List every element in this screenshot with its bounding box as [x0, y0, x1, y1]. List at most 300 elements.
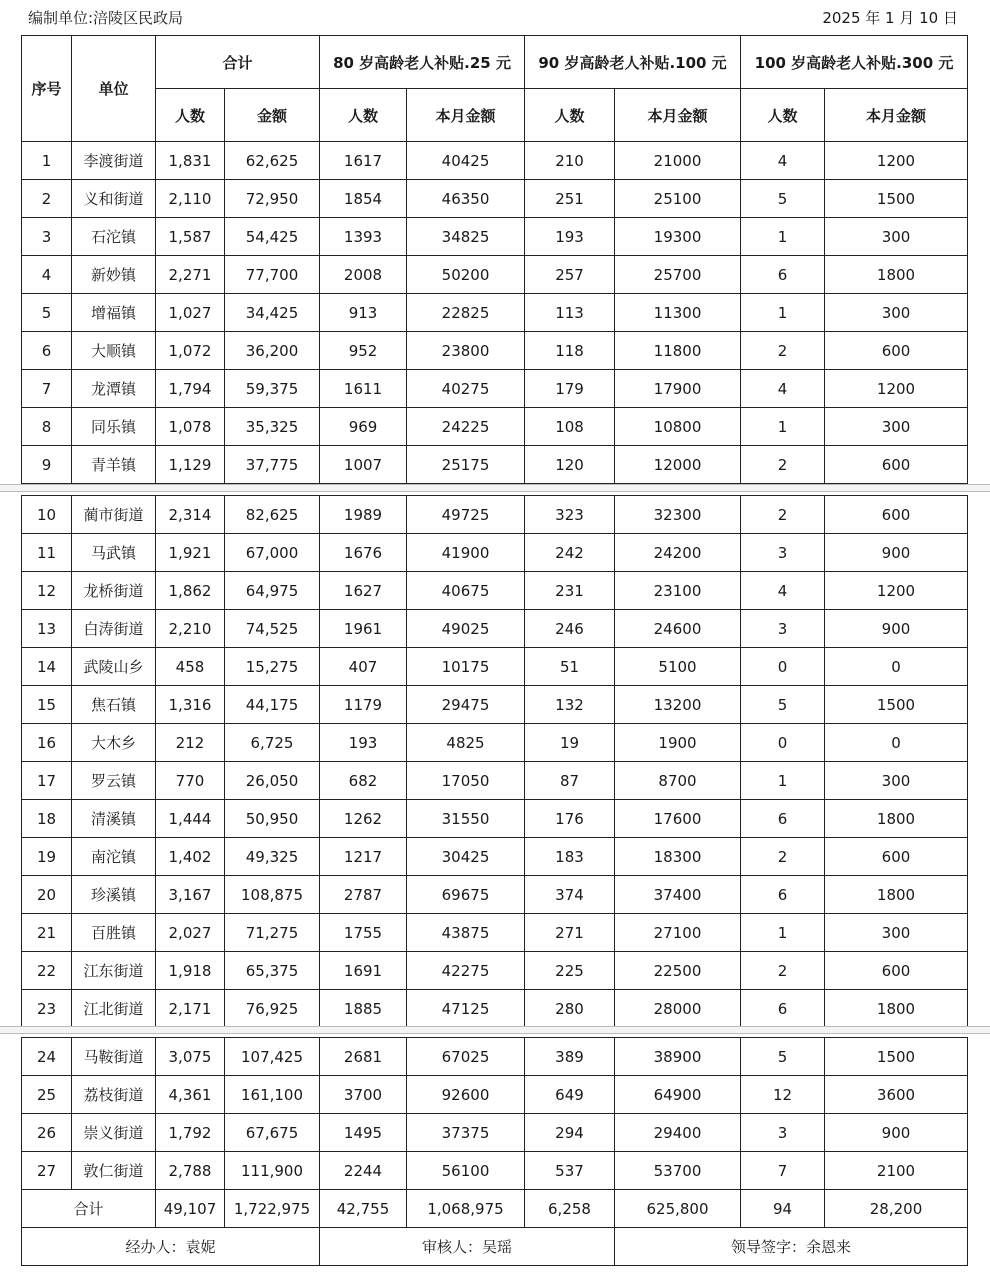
row-value-cell: 76,925 [225, 990, 320, 1028]
row-value-cell: 1676 [320, 534, 407, 572]
row-value-cell: 1007 [320, 446, 407, 484]
table-row [22, 142, 968, 180]
row-value-cell: 2,314 [156, 496, 225, 534]
row-value-cell: 62,625 [225, 142, 320, 180]
table-row [22, 218, 968, 256]
row-value-cell: 21000 [615, 142, 741, 180]
row-value-cell: 1611 [320, 370, 407, 408]
row-value-cell: 1,862 [156, 572, 225, 610]
row-value-cell: 1393 [320, 218, 407, 256]
table-page-1 [21, 35, 967, 484]
row-value-cell: 49725 [407, 496, 525, 534]
row-value-cell: 50200 [407, 256, 525, 294]
row-value-cell: 120 [525, 446, 615, 484]
row-value-cell: 12000 [615, 446, 741, 484]
row-unit-cell: 龙桥街道 [72, 572, 156, 610]
row-seq-cell: 17 [22, 762, 72, 800]
row-seq-cell: 24 [22, 1038, 72, 1076]
row-value-cell: 0 [825, 648, 968, 686]
row-value-cell: 770 [156, 762, 225, 800]
row-value-cell: 10800 [615, 408, 741, 446]
row-value-cell: 5100 [615, 648, 741, 686]
row-value-cell: 600 [825, 496, 968, 534]
row-value-cell: 5 [741, 686, 825, 724]
row-value-cell: 300 [825, 408, 968, 446]
row-unit-cell: 大木乡 [72, 724, 156, 762]
row-value-cell: 2 [741, 332, 825, 370]
row-value-cell: 1200 [825, 572, 968, 610]
table-row [22, 914, 968, 952]
row-value-cell: 1262 [320, 800, 407, 838]
row-seq-cell: 18 [22, 800, 72, 838]
row-value-cell: 2008 [320, 256, 407, 294]
total-cell: 49,107 [156, 1190, 225, 1228]
total-cell: 625,800 [615, 1190, 741, 1228]
col-header-80: 80 岁高龄老人补贴.25 元 [320, 36, 525, 89]
row-value-cell: 3 [741, 610, 825, 648]
row-value-cell: 113 [525, 294, 615, 332]
row-value-cell: 67,675 [225, 1114, 320, 1152]
row-value-cell: 42275 [407, 952, 525, 990]
row-value-cell: 1800 [825, 876, 968, 914]
table-row [22, 572, 968, 610]
row-value-cell: 29475 [407, 686, 525, 724]
row-value-cell: 176 [525, 800, 615, 838]
row-value-cell: 969 [320, 408, 407, 446]
row-value-cell: 1627 [320, 572, 407, 610]
row-seq-cell: 12 [22, 572, 72, 610]
row-value-cell: 25700 [615, 256, 741, 294]
row-value-cell: 682 [320, 762, 407, 800]
row-value-cell: 22825 [407, 294, 525, 332]
row-value-cell: 108,875 [225, 876, 320, 914]
row-value-cell: 1900 [615, 724, 741, 762]
row-value-cell: 600 [825, 332, 968, 370]
row-value-cell: 6 [741, 990, 825, 1028]
row-value-cell: 10175 [407, 648, 525, 686]
row-value-cell: 246 [525, 610, 615, 648]
row-value-cell: 374 [525, 876, 615, 914]
row-value-cell: 37400 [615, 876, 741, 914]
row-unit-cell: 马武镇 [72, 534, 156, 572]
table-row [22, 1038, 968, 1076]
row-value-cell: 300 [825, 762, 968, 800]
row-value-cell: 1,918 [156, 952, 225, 990]
report-date: 2025 年 1 月 10 日 [822, 9, 958, 27]
row-value-cell: 31550 [407, 800, 525, 838]
row-seq-cell: 27 [22, 1152, 72, 1190]
total-cell: 1,068,975 [407, 1190, 525, 1228]
row-value-cell: 77,700 [225, 256, 320, 294]
row-value-cell: 87 [525, 762, 615, 800]
row-unit-cell: 南沱镇 [72, 838, 156, 876]
row-value-cell: 407 [320, 648, 407, 686]
rows-part-2 [22, 496, 968, 1028]
row-value-cell: 161,100 [225, 1076, 320, 1114]
row-value-cell: 11800 [615, 332, 741, 370]
row-value-cell: 2100 [825, 1152, 968, 1190]
row-value-cell: 2,110 [156, 180, 225, 218]
row-value-cell: 17600 [615, 800, 741, 838]
row-value-cell: 27100 [615, 914, 741, 952]
row-value-cell: 24600 [615, 610, 741, 648]
total-cell: 42,755 [320, 1190, 407, 1228]
row-seq-cell: 11 [22, 534, 72, 572]
row-value-cell: 2,210 [156, 610, 225, 648]
row-value-cell: 43875 [407, 914, 525, 952]
row-value-cell: 1,587 [156, 218, 225, 256]
row-value-cell: 1,794 [156, 370, 225, 408]
row-value-cell: 18300 [615, 838, 741, 876]
row-seq-cell: 14 [22, 648, 72, 686]
table-row [22, 534, 968, 572]
row-value-cell: 67025 [407, 1038, 525, 1076]
table-row [22, 686, 968, 724]
row-value-cell: 19300 [615, 218, 741, 256]
row-unit-cell: 蔺市街道 [72, 496, 156, 534]
row-value-cell: 212 [156, 724, 225, 762]
row-seq-cell: 16 [22, 724, 72, 762]
row-unit-cell: 石沱镇 [72, 218, 156, 256]
col-header-90: 90 岁高龄老人补贴.100 元 [525, 36, 741, 89]
row-value-cell: 1617 [320, 142, 407, 180]
row-unit-cell: 百胜镇 [72, 914, 156, 952]
row-value-cell: 46350 [407, 180, 525, 218]
col-header-seq: 序号 [22, 36, 72, 142]
row-value-cell: 1755 [320, 914, 407, 952]
row-value-cell: 132 [525, 686, 615, 724]
table-row [22, 610, 968, 648]
row-value-cell: 108 [525, 408, 615, 446]
subsidy-table-part-3 [21, 1037, 968, 1266]
row-value-cell: 251 [525, 180, 615, 218]
row-value-cell: 67,000 [225, 534, 320, 572]
row-value-cell: 32300 [615, 496, 741, 534]
row-value-cell: 3700 [320, 1076, 407, 1114]
row-value-cell: 4 [741, 572, 825, 610]
row-value-cell: 300 [825, 218, 968, 256]
row-unit-cell: 青羊镇 [72, 446, 156, 484]
row-unit-cell: 清溪镇 [72, 800, 156, 838]
page-break-separator [0, 484, 990, 492]
row-seq-cell: 4 [22, 256, 72, 294]
row-value-cell: 242 [525, 534, 615, 572]
table-row [22, 990, 968, 1028]
total-cell: 28,200 [825, 1190, 968, 1228]
row-value-cell: 56100 [407, 1152, 525, 1190]
row-value-cell: 51 [525, 648, 615, 686]
col-header-unit: 单位 [72, 36, 156, 142]
row-seq-cell: 13 [22, 610, 72, 648]
row-value-cell: 1217 [320, 838, 407, 876]
row-value-cell: 323 [525, 496, 615, 534]
row-value-cell: 71,275 [225, 914, 320, 952]
row-value-cell: 2,271 [156, 256, 225, 294]
table-row [22, 876, 968, 914]
row-value-cell: 1,129 [156, 446, 225, 484]
table-row [22, 1076, 968, 1114]
row-seq-cell: 2 [22, 180, 72, 218]
row-value-cell: 0 [741, 648, 825, 686]
row-value-cell: 294 [525, 1114, 615, 1152]
col-header-month-amount: 本月金额 [615, 89, 741, 142]
row-value-cell: 600 [825, 446, 968, 484]
row-value-cell: 1 [741, 408, 825, 446]
row-value-cell: 26,050 [225, 762, 320, 800]
total-cell: 6,258 [525, 1190, 615, 1228]
table-row [22, 724, 968, 762]
row-value-cell: 1 [741, 294, 825, 332]
row-seq-cell: 15 [22, 686, 72, 724]
handler-signature: 经办人：袁妮 [22, 1228, 320, 1266]
row-value-cell: 64900 [615, 1076, 741, 1114]
row-value-cell: 40675 [407, 572, 525, 610]
row-value-cell: 913 [320, 294, 407, 332]
row-unit-cell: 大顺镇 [72, 332, 156, 370]
table-row [22, 800, 968, 838]
row-value-cell: 23100 [615, 572, 741, 610]
row-value-cell: 4 [741, 370, 825, 408]
row-unit-cell: 焦石镇 [72, 686, 156, 724]
subsidy-table-part-2 [21, 495, 968, 1028]
rows-part-1 [22, 142, 968, 484]
row-value-cell: 193 [320, 724, 407, 762]
row-value-cell: 952 [320, 332, 407, 370]
row-value-cell: 1800 [825, 256, 968, 294]
col-header-amount: 金额 [225, 89, 320, 142]
row-seq-cell: 19 [22, 838, 72, 876]
row-value-cell: 92600 [407, 1076, 525, 1114]
row-value-cell: 900 [825, 1114, 968, 1152]
row-unit-cell: 敦仁街道 [72, 1152, 156, 1190]
row-value-cell: 1 [741, 762, 825, 800]
row-value-cell: 50,950 [225, 800, 320, 838]
row-seq-cell: 10 [22, 496, 72, 534]
row-value-cell: 5 [741, 1038, 825, 1076]
row-value-cell: 179 [525, 370, 615, 408]
row-value-cell: 38900 [615, 1038, 741, 1076]
leader-signature: 领导签字：余恩来 [615, 1228, 968, 1266]
row-value-cell: 1500 [825, 180, 968, 218]
row-value-cell: 1,402 [156, 838, 225, 876]
row-value-cell: 13200 [615, 686, 741, 724]
row-value-cell: 1800 [825, 990, 968, 1028]
row-value-cell: 8700 [615, 762, 741, 800]
signature-row [22, 1228, 968, 1266]
row-value-cell: 458 [156, 648, 225, 686]
row-seq-cell: 5 [22, 294, 72, 332]
row-value-cell: 44,175 [225, 686, 320, 724]
row-value-cell: 1,078 [156, 408, 225, 446]
row-value-cell: 900 [825, 610, 968, 648]
row-seq-cell: 8 [22, 408, 72, 446]
col-header-count: 人数 [320, 89, 407, 142]
row-value-cell: 4 [741, 142, 825, 180]
row-value-cell: 49,325 [225, 838, 320, 876]
row-value-cell: 30425 [407, 838, 525, 876]
row-unit-cell: 李渡街道 [72, 142, 156, 180]
table-row [22, 180, 968, 218]
row-value-cell: 22500 [615, 952, 741, 990]
row-value-cell: 210 [525, 142, 615, 180]
row-value-cell: 1,072 [156, 332, 225, 370]
total-cell: 1,722,975 [225, 1190, 320, 1228]
row-value-cell: 37,775 [225, 446, 320, 484]
row-value-cell: 1,792 [156, 1114, 225, 1152]
row-value-cell: 37375 [407, 1114, 525, 1152]
row-value-cell: 69675 [407, 876, 525, 914]
row-unit-cell: 江北街道 [72, 990, 156, 1028]
table-row [22, 294, 968, 332]
table-page-2 [21, 495, 967, 1028]
row-value-cell: 107,425 [225, 1038, 320, 1076]
row-value-cell: 537 [525, 1152, 615, 1190]
row-value-cell: 300 [825, 914, 968, 952]
row-value-cell: 1691 [320, 952, 407, 990]
row-value-cell: 1500 [825, 1038, 968, 1076]
row-value-cell: 29400 [615, 1114, 741, 1152]
table-row [22, 762, 968, 800]
row-value-cell: 24225 [407, 408, 525, 446]
row-value-cell: 2787 [320, 876, 407, 914]
row-value-cell: 5 [741, 180, 825, 218]
row-unit-cell: 龙潭镇 [72, 370, 156, 408]
row-value-cell: 36,200 [225, 332, 320, 370]
row-value-cell: 1495 [320, 1114, 407, 1152]
row-value-cell: 1,316 [156, 686, 225, 724]
total-cell: 94 [741, 1190, 825, 1228]
row-value-cell: 1,027 [156, 294, 225, 332]
table-row [22, 256, 968, 294]
row-value-cell: 54,425 [225, 218, 320, 256]
total-row [22, 1190, 968, 1228]
row-seq-cell: 25 [22, 1076, 72, 1114]
col-header-count: 人数 [741, 89, 825, 142]
row-value-cell: 53700 [615, 1152, 741, 1190]
row-value-cell: 49025 [407, 610, 525, 648]
row-unit-cell: 武陵山乡 [72, 648, 156, 686]
row-seq-cell: 20 [22, 876, 72, 914]
row-value-cell: 1800 [825, 800, 968, 838]
col-header-total-group: 合计 [156, 36, 320, 89]
row-value-cell: 2 [741, 952, 825, 990]
row-value-cell: 4825 [407, 724, 525, 762]
row-value-cell: 0 [741, 724, 825, 762]
row-value-cell: 17050 [407, 762, 525, 800]
row-value-cell: 1989 [320, 496, 407, 534]
row-seq-cell: 23 [22, 990, 72, 1028]
row-value-cell: 3 [741, 534, 825, 572]
row-value-cell: 231 [525, 572, 615, 610]
row-value-cell: 280 [525, 990, 615, 1028]
row-value-cell: 17900 [615, 370, 741, 408]
row-value-cell: 600 [825, 838, 968, 876]
row-value-cell: 25175 [407, 446, 525, 484]
row-value-cell: 4,361 [156, 1076, 225, 1114]
row-value-cell: 19 [525, 724, 615, 762]
row-seq-cell: 9 [22, 446, 72, 484]
table-page-3 [21, 1037, 967, 1266]
row-value-cell: 11300 [615, 294, 741, 332]
row-seq-cell: 22 [22, 952, 72, 990]
row-value-cell: 74,525 [225, 610, 320, 648]
row-value-cell: 6 [741, 256, 825, 294]
row-value-cell: 24200 [615, 534, 741, 572]
row-value-cell: 23800 [407, 332, 525, 370]
total-label: 合计 [22, 1190, 156, 1228]
col-header-100: 100 岁高龄老人补贴.300 元 [741, 36, 968, 89]
row-value-cell: 3 [741, 1114, 825, 1152]
table-row [22, 1152, 968, 1190]
row-value-cell: 2244 [320, 1152, 407, 1190]
org-label: 编制单位:涪陵区民政局 [28, 9, 184, 27]
row-unit-cell: 增福镇 [72, 294, 156, 332]
table-row [22, 370, 968, 408]
table-row [22, 408, 968, 446]
row-value-cell: 0 [825, 724, 968, 762]
row-value-cell: 1 [741, 914, 825, 952]
row-value-cell: 72,950 [225, 180, 320, 218]
row-value-cell: 2,788 [156, 1152, 225, 1190]
row-value-cell: 47125 [407, 990, 525, 1028]
row-value-cell: 2,171 [156, 990, 225, 1028]
row-value-cell: 1200 [825, 142, 968, 180]
row-seq-cell: 1 [22, 142, 72, 180]
row-value-cell: 118 [525, 332, 615, 370]
row-value-cell: 6 [741, 876, 825, 914]
row-unit-cell: 义和街道 [72, 180, 156, 218]
row-value-cell: 7 [741, 1152, 825, 1190]
table-row [22, 496, 968, 534]
subsidy-table-part-1 [21, 35, 968, 484]
row-value-cell: 3600 [825, 1076, 968, 1114]
rows-part-3 [22, 1038, 968, 1190]
row-value-cell: 25100 [615, 180, 741, 218]
row-unit-cell: 珍溪镇 [72, 876, 156, 914]
row-value-cell: 35,325 [225, 408, 320, 446]
row-seq-cell: 3 [22, 218, 72, 256]
row-value-cell: 28000 [615, 990, 741, 1028]
reviewer-signature: 审核人：吴瑶 [320, 1228, 615, 1266]
col-header-month-amount: 本月金额 [407, 89, 525, 142]
row-value-cell: 82,625 [225, 496, 320, 534]
row-value-cell: 1179 [320, 686, 407, 724]
row-unit-cell: 新妙镇 [72, 256, 156, 294]
row-value-cell: 3,167 [156, 876, 225, 914]
table-row [22, 446, 968, 484]
row-value-cell: 225 [525, 952, 615, 990]
row-value-cell: 1500 [825, 686, 968, 724]
row-value-cell: 40275 [407, 370, 525, 408]
row-value-cell: 2 [741, 446, 825, 484]
row-unit-cell: 江东街道 [72, 952, 156, 990]
row-value-cell: 183 [525, 838, 615, 876]
row-seq-cell: 26 [22, 1114, 72, 1152]
row-value-cell: 649 [525, 1076, 615, 1114]
row-value-cell: 65,375 [225, 952, 320, 990]
row-value-cell: 34,425 [225, 294, 320, 332]
row-value-cell: 257 [525, 256, 615, 294]
row-value-cell: 40425 [407, 142, 525, 180]
row-value-cell: 6 [741, 800, 825, 838]
row-value-cell: 1,831 [156, 142, 225, 180]
row-value-cell: 59,375 [225, 370, 320, 408]
row-value-cell: 15,275 [225, 648, 320, 686]
row-value-cell: 2 [741, 496, 825, 534]
page-break-separator [0, 1026, 990, 1034]
row-value-cell: 1 [741, 218, 825, 256]
row-value-cell: 600 [825, 952, 968, 990]
